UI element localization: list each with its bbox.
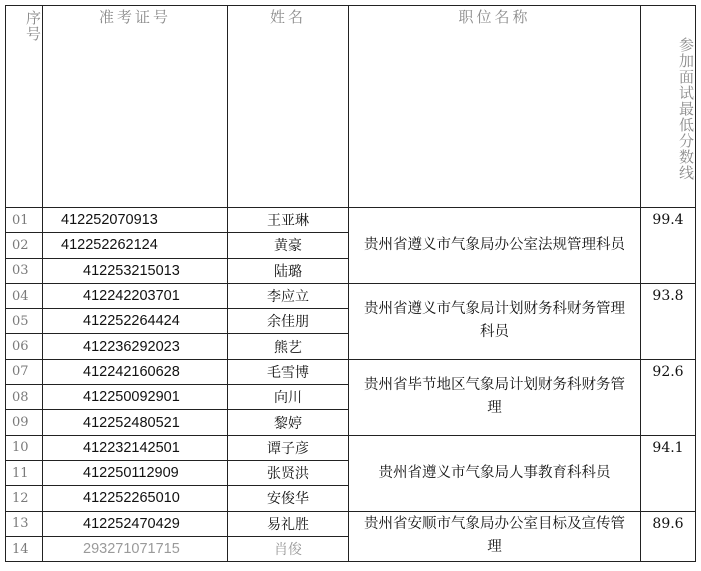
row-index: 11 [6, 460, 43, 485]
position-name: 贵州省遵义市气象局办公室法规管理科员 [349, 208, 641, 284]
exam-number: 293271071715 [43, 536, 228, 561]
row-index: 02 [6, 233, 43, 258]
table-row [6, 435, 696, 460]
row-index: 01 [6, 208, 43, 233]
min-score: 89.6 [641, 511, 696, 562]
candidate-name: 肖俊 [228, 536, 349, 561]
exam-number: 412242160628 [43, 359, 228, 384]
exam-number: 412253215013 [43, 258, 228, 283]
exam-number: 412252264424 [43, 309, 228, 334]
candidate-name: 黄豪 [228, 233, 349, 258]
exam-number: 412252265010 [43, 486, 228, 511]
candidate-name: 王亚琳 [228, 208, 349, 233]
exam-number: 412252262124 [43, 233, 228, 258]
row-index: 12 [6, 486, 43, 511]
table-row [6, 208, 696, 233]
header-seq: 序号 [6, 6, 43, 208]
exam-number: 412236292023 [43, 334, 228, 359]
exam-number: 412252070913 [43, 208, 228, 233]
candidate-name: 安俊华 [228, 486, 349, 511]
candidate-name: 李应立 [228, 283, 349, 308]
position-name: 贵州省安顺市气象局办公室目标及宣传管理 [349, 511, 641, 562]
interview-list-table [5, 5, 696, 562]
min-score: 99.4 [641, 208, 696, 284]
header-position: 职位名称 [349, 6, 641, 208]
row-index: 09 [6, 410, 43, 435]
header-exam-no: 准考证号 [43, 6, 228, 208]
min-score: 92.6 [641, 359, 696, 435]
candidate-name: 黎婷 [228, 410, 349, 435]
row-index: 08 [6, 385, 43, 410]
exam-number: 412252470429 [43, 511, 228, 536]
candidate-name: 易礼胜 [228, 511, 349, 536]
candidate-name: 陆璐 [228, 258, 349, 283]
candidate-name: 谭子彦 [228, 435, 349, 460]
row-index: 14 [6, 536, 43, 561]
row-index: 03 [6, 258, 43, 283]
row-index: 13 [6, 511, 43, 536]
candidate-name: 熊艺 [228, 334, 349, 359]
candidate-name: 张贤洪 [228, 460, 349, 485]
exam-number: 412242203701 [43, 283, 228, 308]
exam-number: 412232142501 [43, 435, 228, 460]
header-name: 姓名 [228, 6, 349, 208]
row-index: 04 [6, 283, 43, 308]
table-row [6, 359, 696, 384]
table-row [6, 511, 696, 536]
exam-number: 412250112909 [43, 460, 228, 485]
table-row [6, 283, 696, 308]
row-index: 06 [6, 334, 43, 359]
candidate-name: 向川 [228, 385, 349, 410]
position-name: 贵州省毕节地区气象局计划财务科财务管理 [349, 359, 641, 435]
candidate-name: 余佳朋 [228, 309, 349, 334]
row-index: 10 [6, 435, 43, 460]
row-index: 07 [6, 359, 43, 384]
min-score: 93.8 [641, 283, 696, 359]
header-row [6, 6, 696, 208]
header-min-score: 参加面试最低分数线 [641, 6, 696, 208]
row-index: 05 [6, 309, 43, 334]
min-score: 94.1 [641, 435, 696, 511]
position-name: 贵州省遵义市气象局人事教育科科员 [349, 435, 641, 511]
exam-number: 412252480521 [43, 410, 228, 435]
exam-number: 412250092901 [43, 385, 228, 410]
position-name: 贵州省遵义市气象局计划财务科财务管理科员 [349, 283, 641, 359]
candidate-name: 毛雪博 [228, 359, 349, 384]
